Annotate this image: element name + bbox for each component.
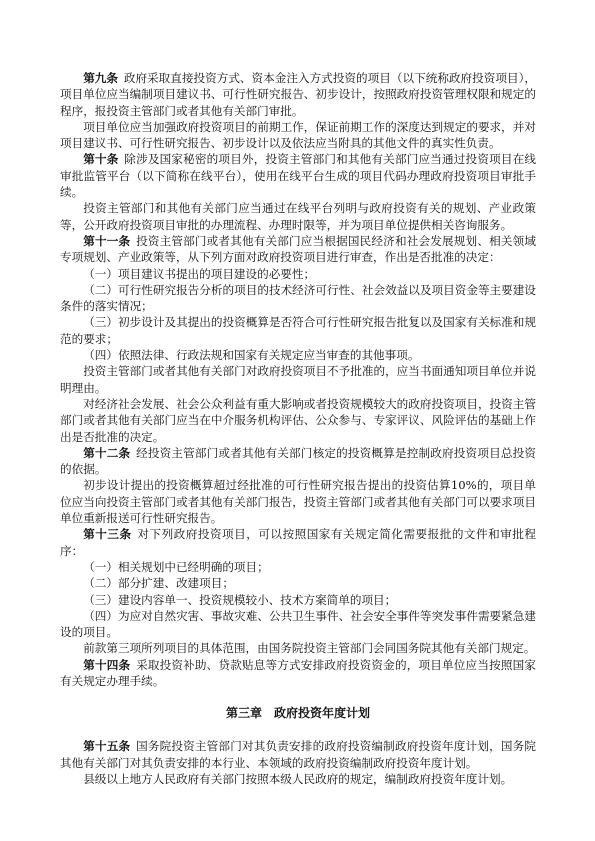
paragraph-text: 经投资主管部门或者其他有关部门核定的投资概算是控制政府投资项目总投资的依据。 bbox=[60, 445, 536, 477]
body-paragraph bbox=[60, 477, 536, 526]
article-paragraph bbox=[60, 445, 536, 478]
document-body bbox=[60, 70, 536, 787]
article-number: 第九条 bbox=[83, 71, 119, 85]
paragraph-text: （四）依照法律、行政法规和国家有关规定应当审查的其他事项。 bbox=[83, 348, 420, 363]
body-paragraph bbox=[60, 314, 536, 347]
paragraph-text: 投资主管部门或者其他有关部门对政府投资项目不予批准的，应当书面通知项目单位并说明理由。 bbox=[60, 364, 536, 395]
paragraph-text: 投资主管部门和其他有关部门应当通过在线平台列明与政府投资有关的规划、产业政策等，公开政府投资项目审批的办理流程、办理时限等，并为项目单位提供相关咨询服务。 bbox=[60, 201, 536, 232]
article-number: 第十条 bbox=[83, 152, 119, 167]
paragraph-text: （三）建设内容单一、投资规模较小、技术方案简单的项目； bbox=[83, 592, 397, 607]
body-paragraph bbox=[60, 119, 536, 152]
paragraph-text: （二）部分扩建、改建项目； bbox=[83, 576, 234, 591]
article-number: 第十五条 bbox=[83, 739, 131, 754]
body-paragraph bbox=[60, 559, 536, 575]
paragraph-text: （三）初步设计及其提出的投资概算是否符合可行性研究报告批复以及国家有关标准和规范的要求； bbox=[60, 315, 536, 346]
paragraph-text: 投资主管部门或者其他有关部门应当根据国民经济和社会发展规划、相关领域专项规划、产业政策等，从下列方面对政府投资项目进行审查，作出是否批准的决定： bbox=[60, 233, 536, 265]
chapter-heading: 第三章 政府投资年度计划 bbox=[225, 706, 370, 721]
article-number: 第十四条 bbox=[83, 657, 131, 672]
paragraph-text: （一）项目建议书提出的项目建设的必要性； bbox=[83, 266, 316, 281]
paragraph-text: 采取投资补助、贷款贴息等方式安排政府投资资金的，项目单位应当按照国家有关规定办理手续。 bbox=[60, 657, 536, 688]
paragraph-text: 对下列政府投资项目，可以按照国家有关规定简化需要报批的文件和审批程序： bbox=[60, 527, 536, 558]
paragraph-text: 对经济社会发展、社会公众利益有重大影响或者投资规模较大的政府投资项目，投资主管部门或者其他有关部门应当在中介服务机构评估、公众参与、专家评议、风险评估的基础上作出是否批准的决定。 bbox=[60, 396, 536, 444]
articles-section-chapter-2 bbox=[60, 70, 536, 689]
article-paragraph bbox=[60, 657, 536, 690]
body-paragraph bbox=[60, 363, 536, 396]
paragraph-text: 初步设计提出的投资概算超过经批准的可行性研究报告提出的投资估算10%的，项目单位应当向投资主管部门或者其他有关部门报告，投资主管部门或者其他有关部门可以要求项目单位重新报送可行性研究报告。 bbox=[60, 478, 536, 526]
body-paragraph bbox=[60, 640, 536, 656]
body-paragraph bbox=[60, 282, 536, 315]
body-paragraph bbox=[60, 575, 536, 591]
article-paragraph bbox=[60, 233, 536, 266]
paragraph-text: 项目单位应当加强政府投资项目的前期工作，保证前期工作的深度达到规定的要求，并对项目建议书、可行性研究报告、初步设计以及依法应当附具的其他文件的真实性负责。 bbox=[60, 119, 536, 151]
article-paragraph bbox=[60, 526, 536, 559]
article-paragraph bbox=[60, 70, 536, 119]
article-number: 第十一条 bbox=[83, 233, 131, 248]
paragraph-text: （二）可行性研究报告分析的项目的技术经济可行性、社会效益以及项目资金等主要建设条件的落实情况； bbox=[60, 282, 536, 314]
body-paragraph bbox=[60, 771, 536, 787]
body-paragraph bbox=[60, 200, 536, 233]
article-paragraph bbox=[60, 151, 536, 200]
body-paragraph bbox=[60, 608, 536, 641]
article-number: 第十三条 bbox=[83, 527, 132, 542]
paragraph-text: （一）相关规划中已经明确的项目； bbox=[83, 559, 269, 574]
body-paragraph bbox=[60, 266, 536, 282]
paragraph-text: （四）为应对自然灾害、事故灾难、公共卫生事件、社会安全事件等突发事件需要紧急建设的项目。 bbox=[60, 608, 536, 640]
article-paragraph bbox=[60, 738, 536, 771]
body-paragraph bbox=[60, 396, 536, 445]
paragraph-text: 县级以上地方人民政府有关部门按照本级人民政府的规定，编制政府投资年度计划。 bbox=[83, 771, 513, 786]
body-paragraph bbox=[60, 347, 536, 363]
article-number: 第十二条 bbox=[83, 445, 131, 460]
articles-section-chapter-3 bbox=[60, 738, 536, 787]
paragraph-text: 前款第三项所列项目的具体范围，由国务院投资主管部门会同国务院其他有关部门规定。 bbox=[83, 641, 536, 656]
paragraph-text: 国务院投资主管部门对其负责安排的政府投资编制政府投资年度计划，国务院其他有关部门对其负责安排的本行业、本领域的政府投资编制政府投资年度计划。 bbox=[60, 739, 536, 770]
body-paragraph bbox=[60, 592, 536, 608]
paragraph-text: 政府采取直接投资方式、资本金注入方式投资的项目（以下统称政府投资项目），项目单位应当编制项目建议书、可行性研究报告、初步设计，按照政府投资管理权限和规定的程序，报投资主管部门或者其他有关部门审批。 bbox=[60, 71, 536, 118]
paragraph-text: 除涉及国家秘密的项目外，投资主管部门和其他有关部门应当通过投资项目在线审批监管平台（以下简称在线平台），使用在线平台生成的项目代码办理政府投资项目审批手续。 bbox=[60, 152, 536, 200]
